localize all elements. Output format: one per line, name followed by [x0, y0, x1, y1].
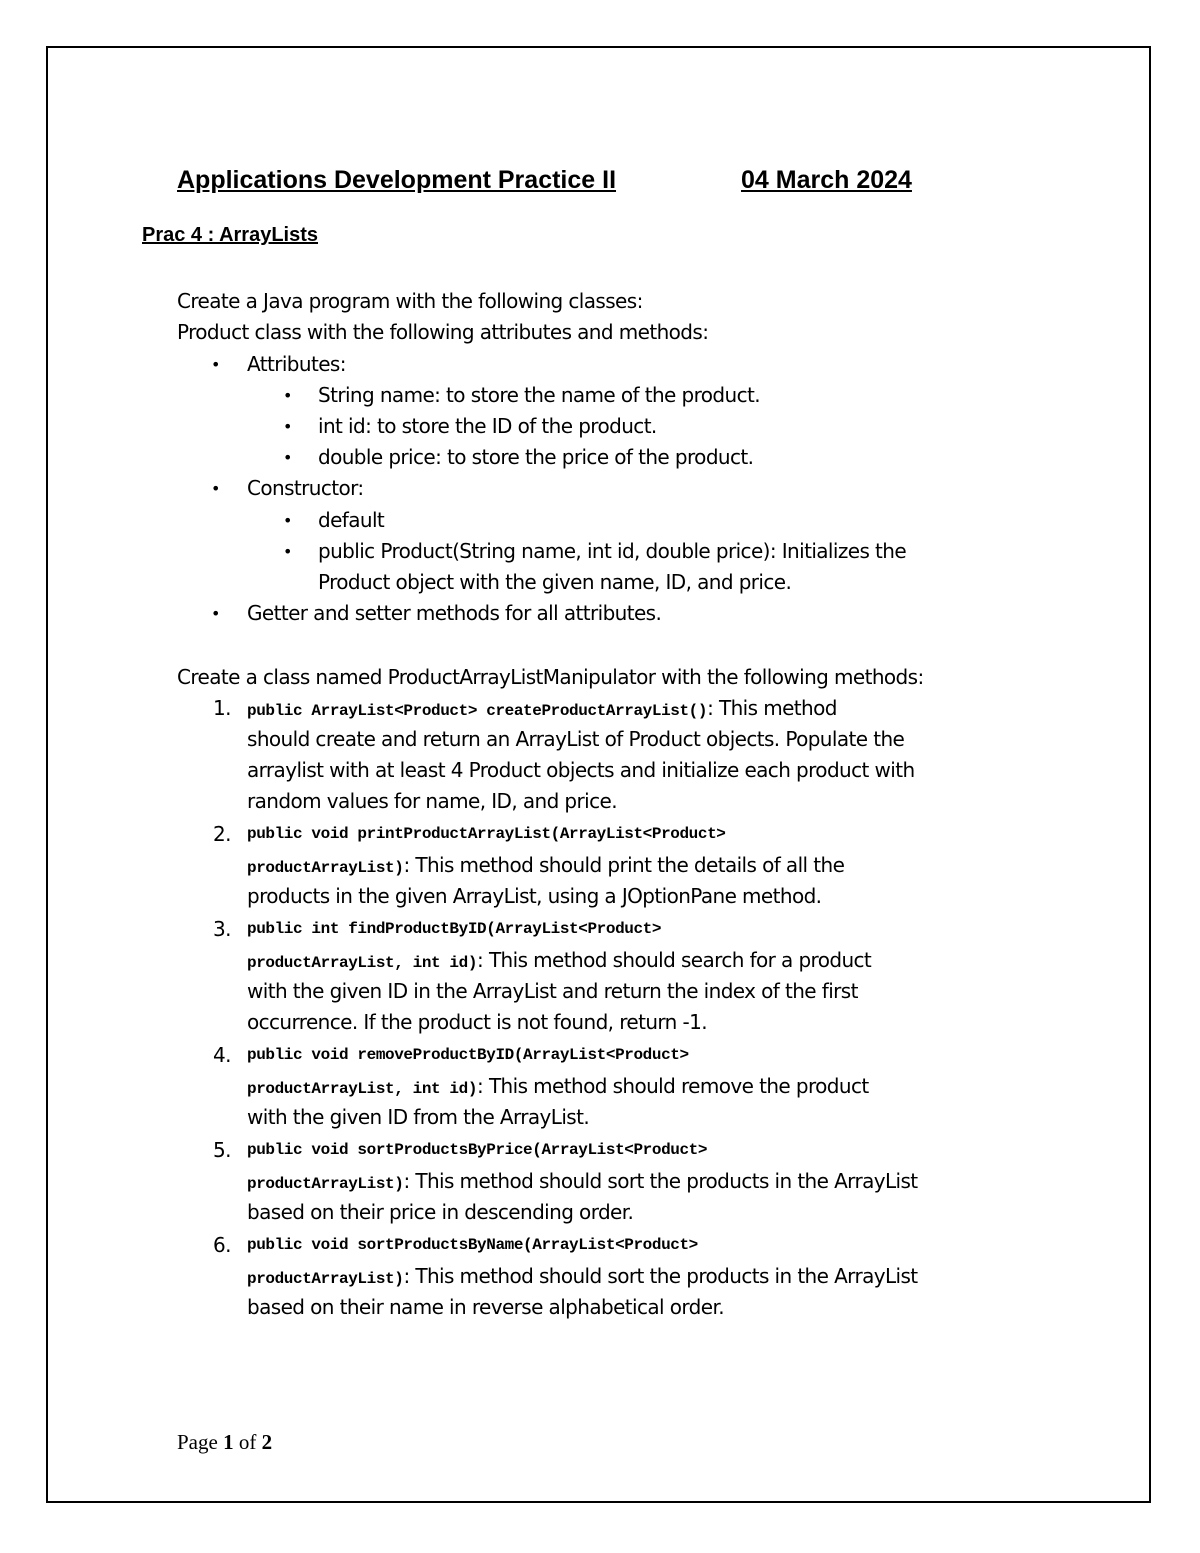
- page-footer: [177, 1430, 272, 1455]
- bullet-icon: •: [283, 542, 292, 561]
- bullet-icon: •: [283, 417, 292, 436]
- method-description: : This method should sort the products in the ArrayList: [403, 1169, 918, 1193]
- method-item: [247, 1166, 918, 1200]
- attribute-item: double price: to store the price of the product.: [318, 445, 754, 469]
- constructor-item: default: [318, 508, 385, 532]
- constructor-item-continued: Product object with the given name, ID, and price.: [318, 570, 792, 594]
- constructor-item: public Product(String name, int id, double price): Initializes the: [318, 539, 907, 563]
- method-signature: productArrayList): [247, 859, 404, 877]
- list-number: 4.: [213, 1043, 231, 1067]
- list-number: 5.: [213, 1138, 231, 1162]
- prac-title: Prac 4 : ArrayLists: [142, 224, 319, 246]
- method-item: [247, 1071, 869, 1105]
- intro-line-2: Product class with the following attributes and methods:: [177, 320, 709, 344]
- intro-line-1: Create a Java program with the following classes:: [177, 289, 643, 313]
- method-signature: public void printProductArrayList(ArrayList<Product>: [247, 825, 726, 843]
- list-number: 3.: [213, 917, 231, 941]
- document-header: [177, 166, 937, 200]
- method-description: : This method should remove the product: [477, 1074, 869, 1098]
- method-signature: public void sortProductsByPrice(ArrayList<Product>: [247, 1141, 708, 1159]
- method-description-line: occurrence. If the product is not found, return -1.: [247, 1010, 708, 1034]
- bullet-icon: •: [283, 386, 292, 405]
- method-description: : This method should search for a product: [477, 948, 872, 972]
- method-signature: public void sortProductsByName(ArrayList<Product>: [247, 1236, 698, 1254]
- method-description: : This method: [707, 696, 837, 720]
- method-item: [247, 693, 837, 727]
- bullet-icon: •: [211, 604, 220, 623]
- bullet-icon: •: [283, 511, 292, 530]
- list-number: 6.: [213, 1233, 231, 1257]
- course-title: Applications Development Practice II: [177, 166, 617, 194]
- method-description: : This method should sort the products in the ArrayList: [403, 1264, 918, 1288]
- method-signature: public ArrayList<Product> createProductArrayList(): [247, 702, 708, 720]
- current-page-number: 1: [223, 1430, 234, 1454]
- method-item: [247, 850, 844, 884]
- of-word: of: [238, 1430, 257, 1454]
- total-pages-number: 2: [261, 1430, 273, 1454]
- method-description: : This method should print the details of all the: [403, 853, 845, 877]
- method-description-line: random values for name, ID, and price.: [247, 789, 617, 813]
- method-description-line: arraylist with at least 4 Product objects and initialize each product with: [247, 758, 915, 782]
- attributes-label: Attributes:: [247, 352, 346, 376]
- attribute-item: String name: to store the name of the product.: [318, 383, 760, 407]
- method-description-line: with the given ID from the ArrayList.: [247, 1105, 590, 1129]
- method-description-line: products in the given ArrayList, using a JOptionPane method.: [247, 884, 822, 908]
- method-signature: productArrayList, int id): [247, 954, 478, 972]
- document-date: 04 March 2024: [741, 166, 912, 194]
- bullet-icon: •: [211, 355, 220, 374]
- attribute-item: int id: to store the ID of the product.: [318, 414, 657, 438]
- method-signature: productArrayList): [247, 1270, 404, 1288]
- list-number: 2.: [213, 822, 231, 846]
- method-description-line: should create and return an ArrayList of Product objects. Populate the: [247, 727, 905, 751]
- method-item: [247, 945, 871, 979]
- method-description-line: based on their name in reverse alphabetical order.: [247, 1295, 725, 1319]
- method-description-line: based on their price in descending order.: [247, 1200, 634, 1224]
- method-signature: public void removeProductByID(ArrayList<Product>: [247, 1046, 689, 1064]
- method-item: [247, 1261, 918, 1295]
- manipulator-intro: Create a class named ProductArrayListManipulator with the following methods:: [177, 665, 924, 689]
- constructor-label: Constructor:: [247, 476, 364, 500]
- page-word: Page: [177, 1430, 218, 1454]
- bullet-icon: •: [211, 479, 220, 498]
- method-description-line: with the given ID in the ArrayList and return the index of the first: [247, 979, 858, 1003]
- list-number: 1.: [213, 696, 231, 720]
- method-signature: productArrayList, int id): [247, 1080, 478, 1098]
- method-signature: public int findProductByID(ArrayList<Product>: [247, 920, 662, 938]
- bullet-icon: •: [283, 448, 292, 467]
- method-signature: productArrayList): [247, 1175, 404, 1193]
- getters-setters-item: Getter and setter methods for all attributes.: [247, 601, 662, 625]
